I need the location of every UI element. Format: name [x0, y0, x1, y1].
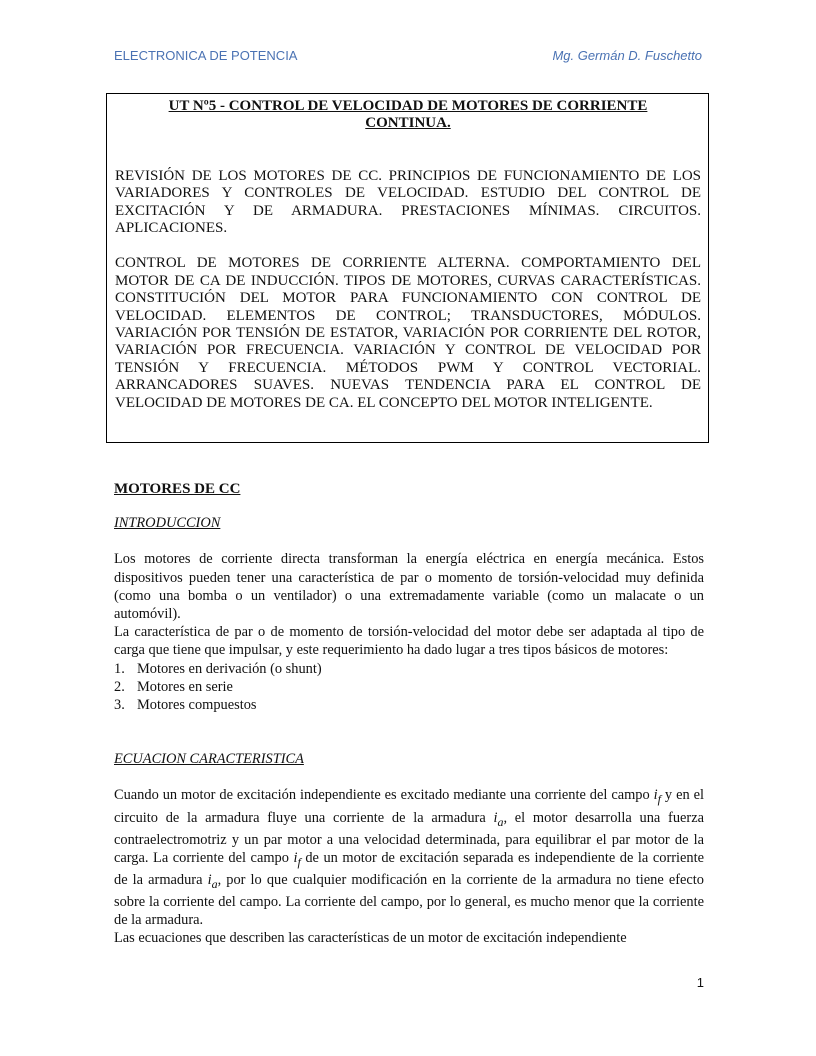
list-item-number: 1.	[114, 660, 125, 677]
list-item	[114, 678, 704, 696]
page-number: 1	[696, 975, 704, 990]
var-symbol: i	[207, 871, 212, 888]
var-subscript: f	[297, 854, 301, 869]
var-symbol: i	[293, 849, 298, 866]
ecuacion-text-2: y en el circuito de la armadura fluye una corriente de la armadura	[114, 787, 704, 826]
var-subscript: a	[211, 876, 218, 891]
ecuacion-paragraph-2: Las ecuaciones que describen las características de un motor de excitación independiente	[114, 930, 627, 947]
page-header	[114, 48, 702, 68]
header-author: Mg. Germán D. Fuschetto	[552, 48, 702, 63]
unit-summary-ac: CONTROL DE MOTORES DE CORRIENTE ALTERNA. COMPORTAMIENTO DEL MOTOR DE CA DE INDUCCIÓN. TIPOS DE MOTORES, CURVAS CARACTERÍSTICAS. CONSTITUCIÓN DEL MOTOR PARA FUNCIONAMIENTO CON CONTROL DE VELOCIDAD. ELEMENTOS DE CONTROL; TRANSDUCTORES, MÓDULOS. VARIACIÓN POR TENSIÓN DE ESTATOR, VARIACIÓN POR CORRIENTE DEL ROTOR, VARIACIÓN POR FRECUENCIA. VARIACIÓN Y CONTROL DE VELOCIDAD POR TENSIÓN Y FRECUENCIA. MÉTODOS PWM Y CONTROL VECTORIAL. ARRANCADORES SUAVES. NUEVAS TENDENCIA PARA EL CONTROL DE VELOCIDAD DE MOTORES DE CA. EL CONCEPTO DEL MOTOR INTELIGENTE.	[115, 255, 701, 411]
ecuacion-text-4: de un motor de excitación separada es independiente de la corriente de la armadura	[114, 849, 704, 888]
ecuacion-paragraph	[114, 786, 704, 929]
unit-title-line1: UT Nº5 - CONTROL DE VELOCIDAD DE MOTORES DE CORRIENTE	[168, 98, 648, 114]
intro-paragraph-1: Los motores de corriente directa transforman la energía eléctrica en energía mecánica. Estos dispositivos pueden tener una característica de par o momento de torsión-velocidad muy definida (como una bomba o un ventilador) o una extremadamente variable (como un malacate o un automóvil).	[114, 551, 704, 623]
unit-title-line2: CONTINUA.	[365, 115, 451, 132]
ecuacion-title: ECUACION CARACTERISTICA	[114, 751, 304, 768]
list-item-text: Motores compuestos	[137, 697, 257, 714]
ecuacion-text-3: , el motor desarrolla una fuerza contraelectromotriz y un par motor a una velocidad determinada, para equilibrar el par motor de la carga. La corriente del campo	[114, 809, 704, 866]
var-armature-current	[207, 871, 218, 891]
intro-title: INTRODUCCION	[114, 515, 221, 532]
section-title: MOTORES DE CC	[114, 481, 241, 497]
list-item	[114, 696, 704, 714]
var-subscript: f	[657, 792, 661, 807]
var-field-current	[653, 787, 661, 807]
ecuacion-text-5: , por lo que cualquier modificación en la corriente de la armadura no tiene efecto sobre la corriente del campo. La corriente del campo, por lo general, es mucho menor que la corriente de la armadura.	[114, 871, 704, 929]
unit-summary-box	[106, 93, 709, 443]
var-subscript: a	[497, 814, 504, 829]
list-item-number: 2.	[114, 678, 125, 695]
header-course-title: ELECTRONICA DE POTENCIA	[114, 48, 298, 63]
intro-paragraph-2: La característica de par o de momento de torsión-velocidad del motor debe ser adaptada al tipo de carga que tiene que impulsar, y este requerimiento ha dado lugar a tres tipos básicos de motores:	[114, 624, 704, 659]
list-item-number: 3.	[114, 697, 125, 714]
list-item	[114, 660, 704, 678]
motor-types-list	[114, 660, 704, 715]
var-symbol: i	[653, 787, 658, 804]
list-item-text: Motores en derivación (o shunt)	[137, 660, 322, 677]
var-symbol: i	[493, 809, 498, 826]
var-armature-current	[493, 809, 504, 829]
unit-title	[115, 98, 701, 133]
list-item-text: Motores en serie	[137, 678, 233, 695]
ecuacion-text-1: Cuando un motor de excitación independiente es excitado mediante una corriente del campo	[114, 787, 654, 804]
var-field-current	[293, 849, 301, 869]
main-content	[114, 480, 704, 948]
unit-summary-dc: REVISIÓN DE LOS MOTORES DE CC. PRINCIPIOS DE FUNCIONAMIENTO DE LOS VARIADORES Y CONTROLES DE VELOCIDAD. ESTUDIO DEL CONTROL DE EXCITACIÓN Y DE ARMADURA. PRESTACIONES MÍNIMAS. CIRCUITOS. APLICACIONES.	[115, 167, 701, 237]
